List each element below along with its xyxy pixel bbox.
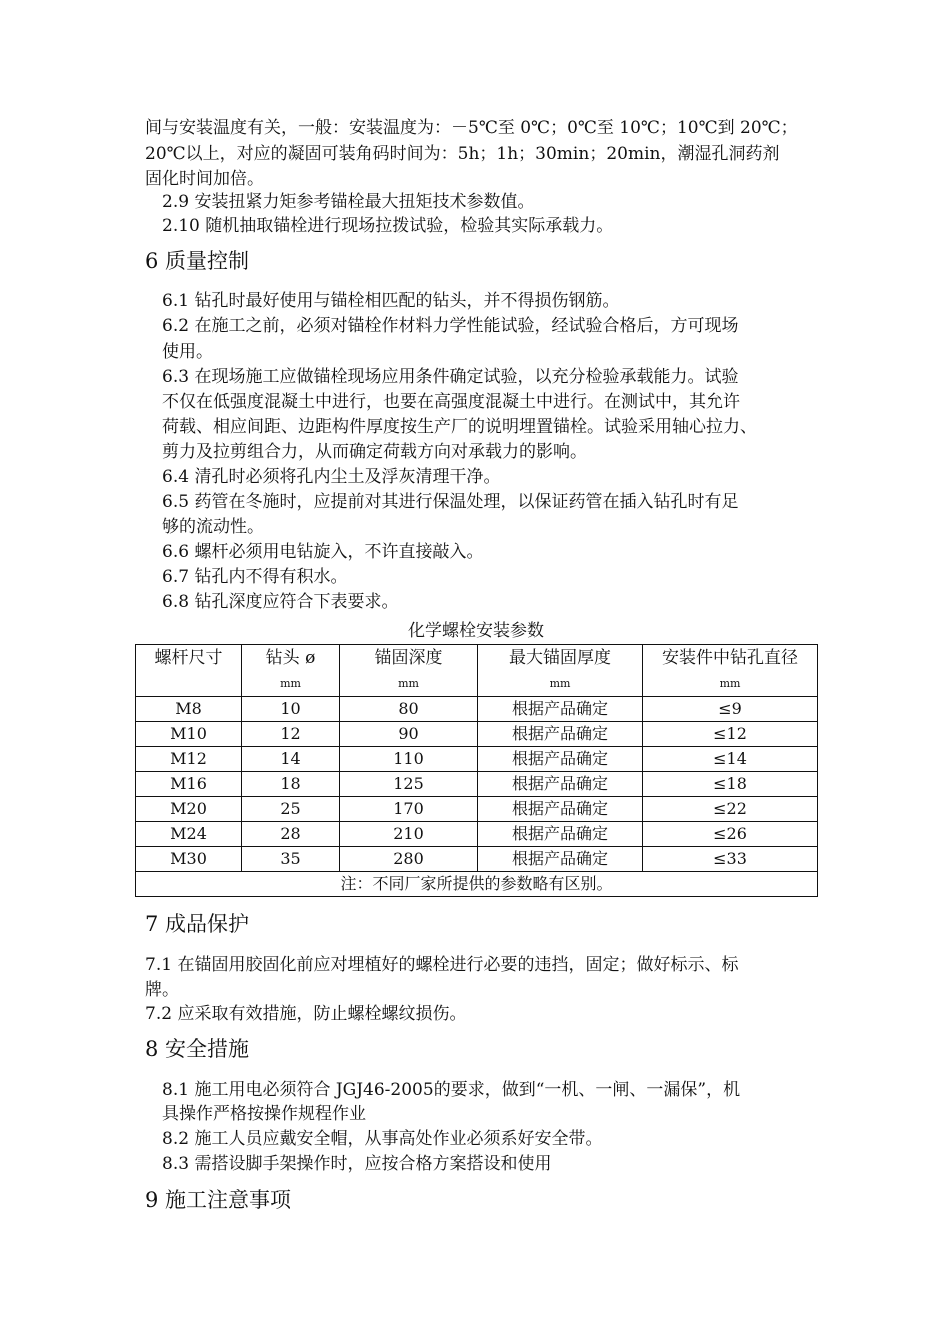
section-6-line: 够的流动性。 — [162, 517, 264, 537]
table-cell: 14 — [242, 747, 340, 772]
table-cell: ≤12 — [643, 722, 818, 747]
table-cell: 根据产品确定 — [478, 822, 643, 847]
table-cell: M16 — [136, 772, 242, 797]
section-7-line: 牌。 — [145, 980, 179, 1000]
section-6-line: 6.2 在施工之前，必须对锚栓作材料力学性能试验，经试验合格后，方可现场 — [162, 316, 739, 336]
intro-line: 2.9 安装扭紧力矩参考锚栓最大扭矩技术参数值。 — [162, 192, 535, 212]
section-6-line: 6.7 钻孔内不得有积水。 — [162, 567, 348, 587]
parameter-table — [135, 644, 818, 897]
table-cell: 根据产品确定 — [478, 722, 643, 747]
section-7-line: 7.1 在锚固用胶固化前应对埋植好的螺栓进行必要的违挡，固定；做好标示、标 — [145, 955, 739, 975]
table-row — [136, 822, 818, 847]
table-cell: ≤33 — [643, 847, 818, 872]
header-cell: 螺杆尺寸 — [136, 645, 242, 697]
section-8-heading: 8 安全措施 — [145, 1037, 250, 1061]
table-row — [136, 747, 818, 772]
table-cell: 根据产品确定 — [478, 772, 643, 797]
section-6-line: 6.1 钻孔时最好使用与锚栓相匹配的钻头，并不得损伤钢筋。 — [162, 291, 620, 311]
table-cell: 根据产品确定 — [478, 747, 643, 772]
section-8-line: 8.2 施工人员应戴安全帽，从事高处作业必须系好安全带。 — [162, 1129, 603, 1149]
header-cell: 钻头 ø mm — [242, 645, 340, 697]
section-6-line: 6.5 药管在冬施时，应提前对其进行保温处理，以保证药管在插入钻孔时有足 — [162, 492, 739, 512]
table-cell: M30 — [136, 847, 242, 872]
table-cell: 80 — [340, 697, 478, 722]
section-6-line: 6.6 螺杆必须用电钻旋入，不许直接敲入。 — [162, 542, 484, 562]
table-cell: 110 — [340, 747, 478, 772]
table-cell: 25 — [242, 797, 340, 822]
table-caption: 化学螺栓安装参数 — [408, 621, 544, 641]
section-8-line: 8.1 施工用电必须符合 JGJ46-2005的要求，做到“一机、一闸、一漏保”，机 — [162, 1080, 741, 1100]
table-cell: 根据产品确定 — [478, 847, 643, 872]
table-cell: 10 — [242, 697, 340, 722]
section-7-heading: 7 成品保护 — [145, 912, 250, 936]
header-cell: 安装件中钻孔直径 mm — [643, 645, 818, 697]
section-6-line: 荷载、相应间距、边距构件厚度按生产厂的说明埋置锚栓。试验采用轴心拉力、 — [162, 417, 757, 437]
intro-line: 2.10 随机抽取锚栓进行现场拉拨试验，检验其实际承载力。 — [162, 216, 614, 236]
table-row — [136, 797, 818, 822]
table-cell: 210 — [340, 822, 478, 847]
section-6-line: 6.3 在现场施工应做锚栓现场应用条件确定试验，以充分检验承载能力。试验 — [162, 367, 739, 387]
intro-line: 20℃以上，对应的凝固可装角码时间为：5h；1h；30min；20min，潮湿孔洞药剂 — [145, 144, 780, 164]
table-cell: ≤18 — [643, 772, 818, 797]
table-cell: 12 — [242, 722, 340, 747]
table-row — [136, 722, 818, 747]
table-cell: 根据产品确定 — [478, 797, 643, 822]
section-6-heading: 6 质量控制 — [145, 249, 250, 273]
table-row — [136, 847, 818, 872]
section-6-line: 6.8 钻孔深度应符合下表要求。 — [162, 592, 399, 612]
table-cell: 280 — [340, 847, 478, 872]
table-cell: ≤22 — [643, 797, 818, 822]
table-cell: ≤9 — [643, 697, 818, 722]
section-6-line: 不仅在低强度混凝土中进行，也要在高强度混凝土中进行。在测试中，其允许 — [162, 392, 740, 412]
intro-line: 固化时间加倍。 — [145, 169, 264, 189]
section-8-line: 8.3 需搭设脚手架操作时，应按合格方案搭设和使用 — [162, 1154, 552, 1174]
table-cell: 根据产品确定 — [478, 697, 643, 722]
table-cell: M8 — [136, 697, 242, 722]
table-cell: ≤26 — [643, 822, 818, 847]
table-row — [136, 697, 818, 722]
header-cell: 最大锚固厚度 mm — [478, 645, 643, 697]
table-cell: 125 — [340, 772, 478, 797]
table-note-row — [136, 872, 818, 897]
table-cell: 90 — [340, 722, 478, 747]
table-cell: M20 — [136, 797, 242, 822]
table-note: 注：不同厂家所提供的参数略有区别。 — [136, 872, 818, 897]
section-6-line: 剪力及拉剪组合力，从而确定荷载方向对承载力的影响。 — [162, 442, 587, 462]
table-header-row — [136, 645, 818, 697]
header-cell: 锚固深度 mm — [340, 645, 478, 697]
section-8-line: 具操作严格按操作规程作业 — [162, 1104, 366, 1124]
section-6-line: 使用。 — [162, 342, 213, 362]
table-cell: 170 — [340, 797, 478, 822]
table-cell: M10 — [136, 722, 242, 747]
table-cell: M24 — [136, 822, 242, 847]
table-cell: 18 — [242, 772, 340, 797]
table-row — [136, 772, 818, 797]
table-cell: 28 — [242, 822, 340, 847]
intro-line: 间与安装温度有关，一般：安装温度为：－5℃至 0℃；0℃至 10℃；10℃到 20℃； — [145, 118, 798, 138]
table-cell: 35 — [242, 847, 340, 872]
section-6-line: 6.4 清孔时必须将孔内尘土及浮灰清理干净。 — [162, 467, 501, 487]
section-9-heading: 9 施工注意事项 — [145, 1188, 292, 1212]
section-7-line: 7.2 应采取有效措施，防止螺栓螺纹损伤。 — [145, 1004, 467, 1024]
table-cell: M12 — [136, 747, 242, 772]
table-cell: ≤14 — [643, 747, 818, 772]
